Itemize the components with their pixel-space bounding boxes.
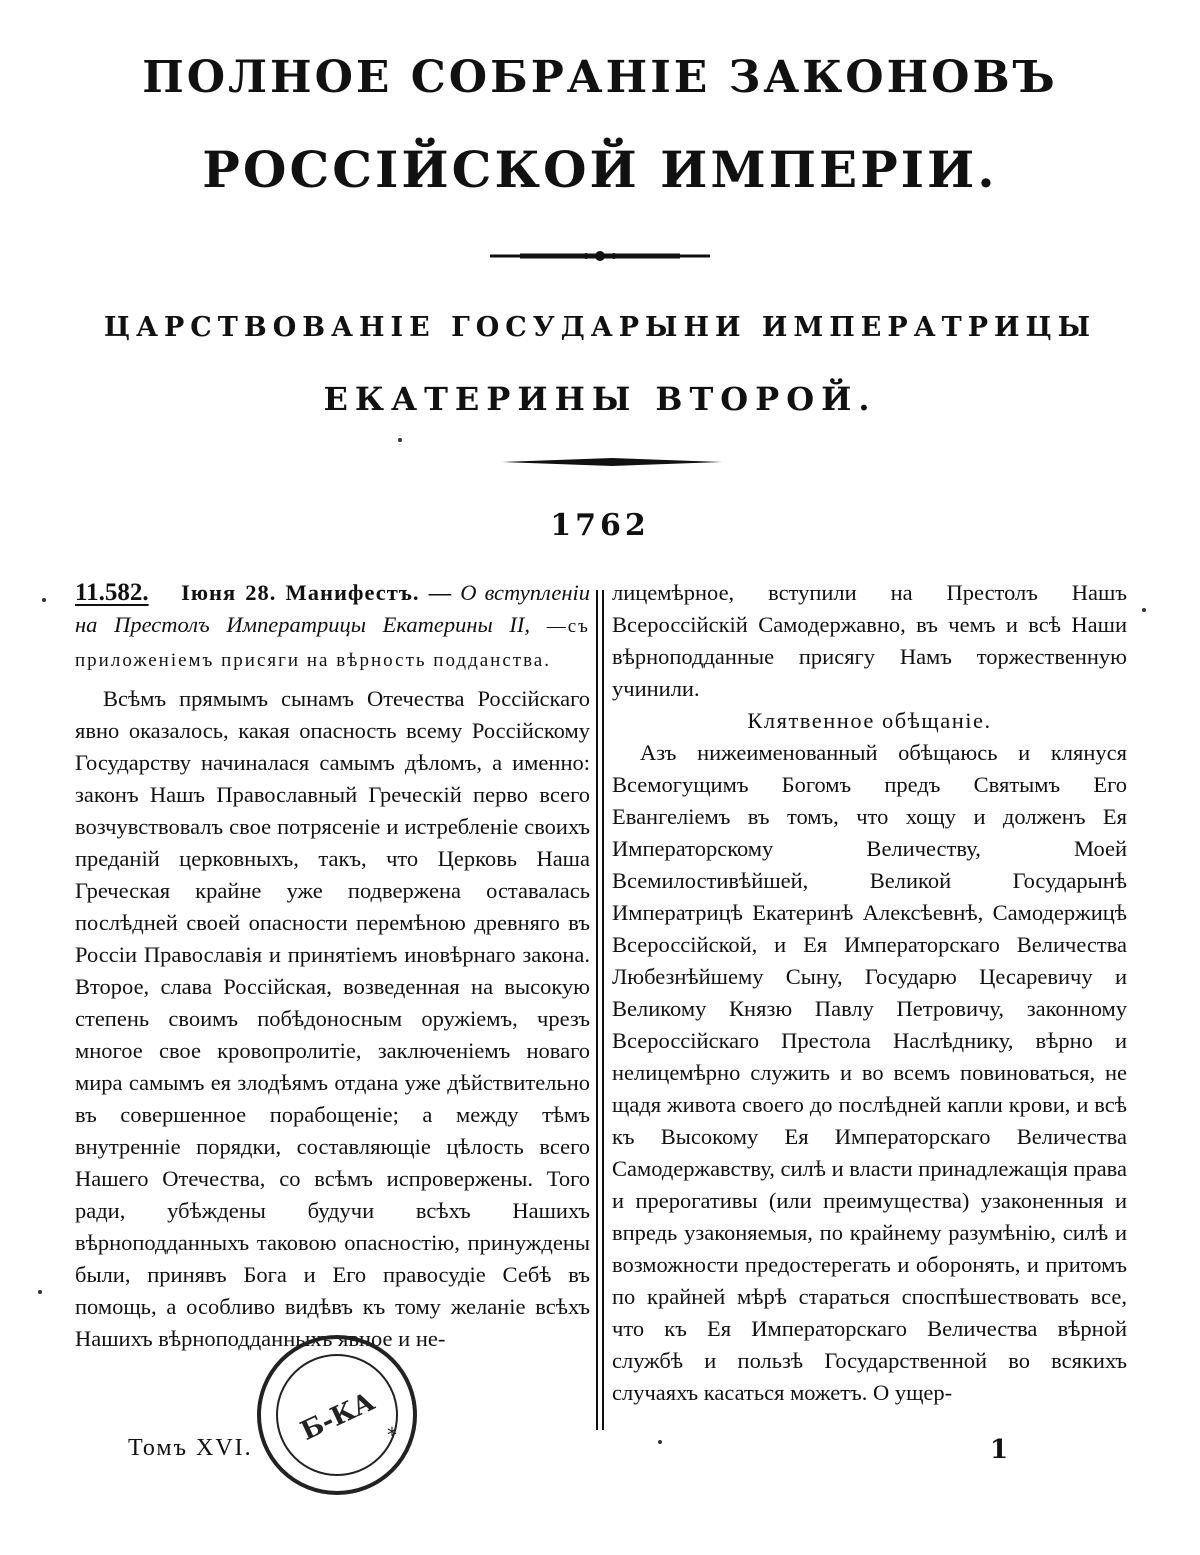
stamp-text: Б-КА: [296, 1386, 380, 1447]
left-column: [75, 577, 590, 1355]
volume-label: Томъ XVI.: [128, 1435, 253, 1461]
print-speck: [1142, 608, 1146, 612]
ornamental-rule: [480, 248, 720, 264]
thick-rule: [502, 455, 722, 469]
manifesto-body: Всѣмъ прямымъ сынамъ Отечества Россійскаго явно оказалось, какая опасность всему Россійскому Государству начиналася самымъ дѣломъ, а именно: законъ Нашъ Православный Греческій перво всего возчувствовалъ свое потрясеніе и истребленіе своихъ преданій церковныхъ, такъ, что Церковь Наша Греческая крайне уже подвержена оставалась послѣдней своей опасности перемѣною древняго въ Россіи Православія и принятіемъ иновѣрнаго закона. Второе, слава Россійская, возведенная на высокую степень своимъ побѣдоносным оружіемъ, чрезъ многое свое кровопролитіе, заключеніемъ новаго мира самымъ ея злодѣямъ отдана уже дѣйствительно въ совершенное порабощеніе; а между тѣмъ внутренніе порядки, составляющіе цѣлость всего Нашего Отечества, со всѣмъ испровержены. Того ради, убѣждены будучи всѣхъ Нашихъ вѣрноподданныхъ таковою опасностію, принуждены были, принявъ Бога и Его правосудіе Себѣ въ помощь, а особливо видѣвъ къ тому желаніе всѣхъ Нашихъ вѣрноподданныхъ явное и не-: [75, 686, 590, 1351]
page-number: 1: [990, 1435, 1009, 1465]
oath-heading: Клятвенное обѣщаніе.: [747, 708, 992, 733]
law-header: [75, 577, 590, 677]
year-heading: 1762: [550, 508, 650, 543]
library-stamp: [252, 1330, 422, 1500]
title-line-1: ПОЛНОЕ СОБРАНІЕ ЗАКОНОВЪ: [142, 52, 1058, 103]
print-speck: [38, 1290, 42, 1294]
empress-heading: ЕКАТЕРИНЫ ВТОРОЙ.: [323, 380, 877, 418]
oath-text: Азъ нижеименованный обѣщаюсь и клянуся Всемогущимъ Богомъ предъ Святымъ Его Евангеліемъ въ томъ, что хощу и долженъ Ея Императорскому Величеству, Моей Всемилостивѣйшей, Великой Государынѣ Императрицѣ Екатеринѣ Алексѣевнѣ, Самодержицѣ Всероссійской, и Ея Императорскаго Величества Любезнѣйшему Сыну, Государю Цесаревичу и Великому Князю Павлу Петровичу, законному Всероссійскаго Престола Наслѣднику, вѣрно и нелицемѣрно служить и во всемъ повиноваться, не щадя живота своего до послѣдней капли крови, и всѣ къ Высокому Ея Императорскаго Величества Самодержавству, силѣ и власти принадлежащія права и прерогативы (или преимущества) узаконенныя и впредь узаконяемыя, по крайнему разумѣнію, силѣ и возможности предостерегать и оборонять, и притомъ по крайней мѣрѣ стараться споспѣшествовать все, что къ Ея Императорскаго Величества вѣрной службѣ и пользѣ Государственной во всякихъ случаяхъ касаться можетъ. О ущер-: [612, 740, 1127, 1405]
print-speck: [398, 438, 402, 442]
column-divider: [596, 590, 604, 1430]
reign-heading: ЦАРСТВОВАНІЕ ГОСУДАРЫНИ ИМПЕРАТРИЦЫ: [103, 312, 1097, 343]
manifesto-continuation: лицемѣрное, вступили на Престолъ Нашъ Всероссійскій Самодержавно, въ чемъ и всѣ Наши вѣрноподданные присягу Намъ торжественную учинили.: [612, 580, 1127, 701]
law-subject: О вступленіи на Престолъ Императрицы Екатерины II,: [75, 580, 590, 637]
svg-text:*: *: [387, 1423, 397, 1447]
print-speck: [658, 1440, 662, 1444]
right-column: [612, 577, 1127, 1409]
print-speck: [42, 598, 46, 602]
law-number: 11.582.: [75, 579, 149, 606]
title-line-2: РОССІЙСКОЙ ИМПЕРІИ.: [202, 140, 998, 199]
law-subject-tail: —съ приложеніемъ присяги на вѣрность подданства.: [75, 616, 590, 671]
law-date-type: Іюня 28. Манифестъ. —: [181, 580, 453, 605]
